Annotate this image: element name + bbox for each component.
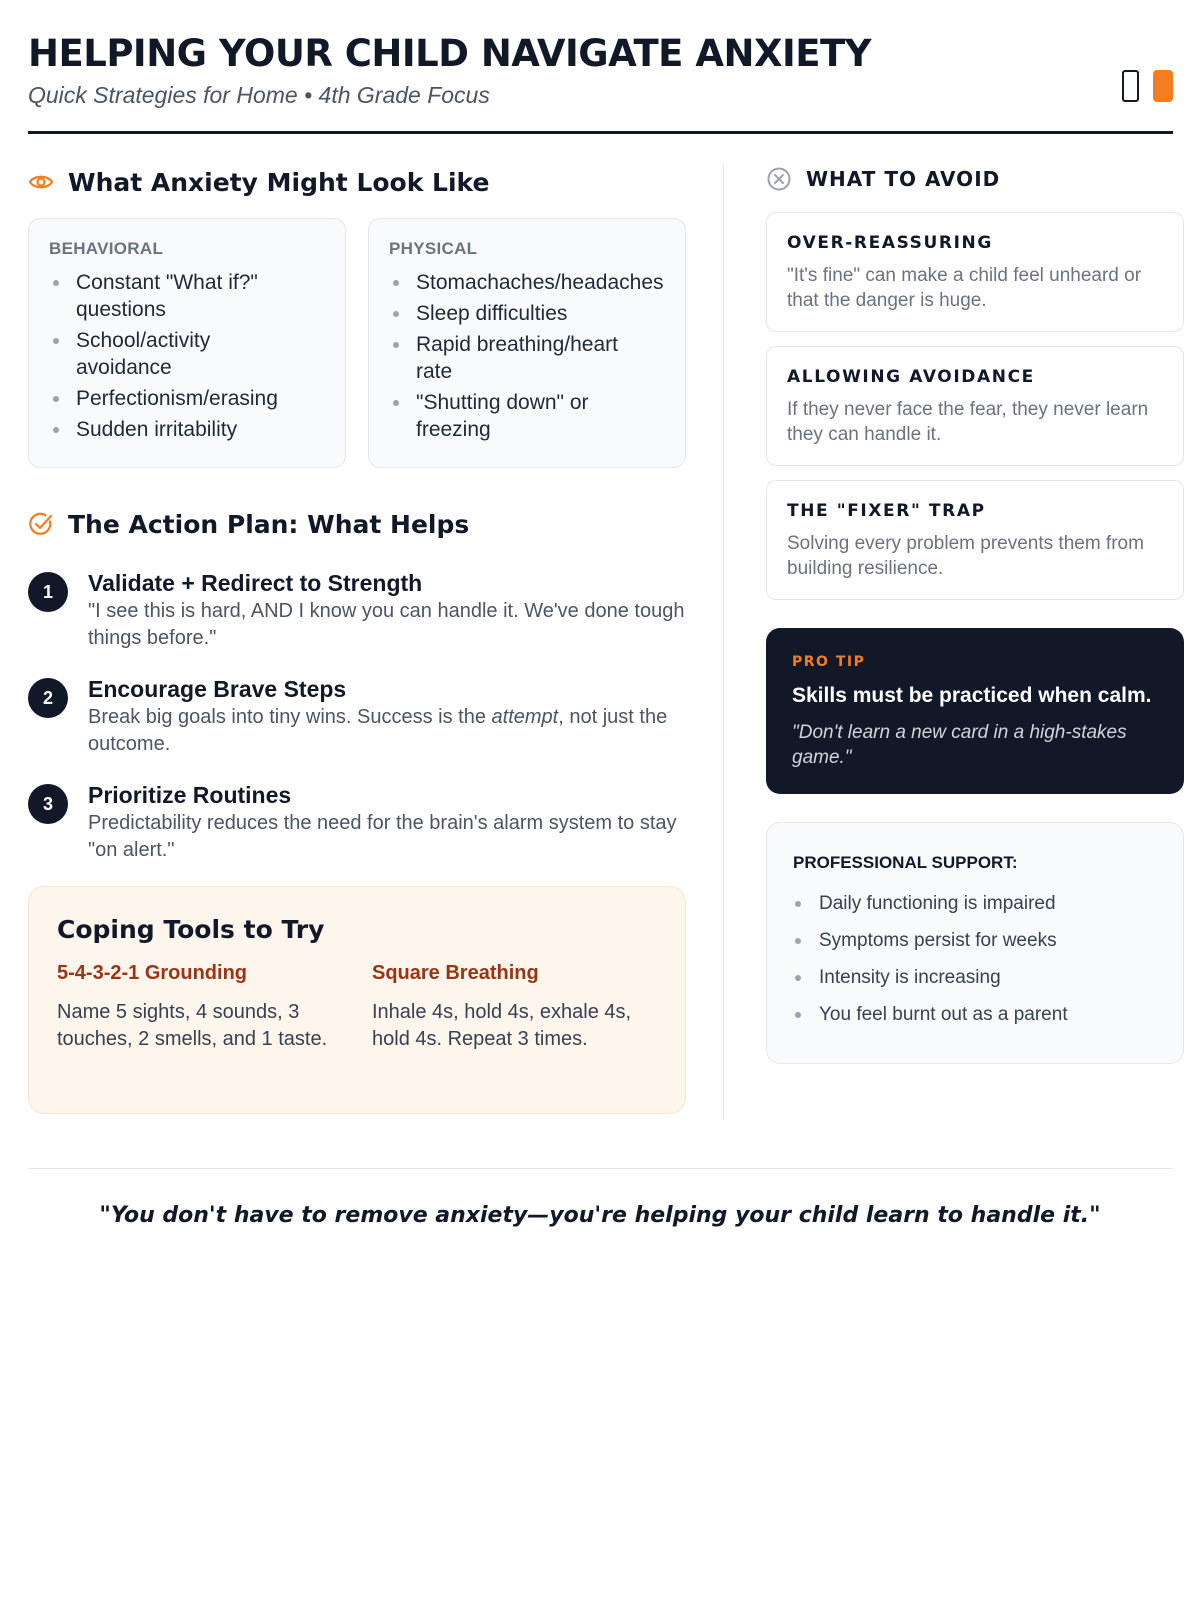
step-description: "I see this is hard, AND I know you can handle it. We've done tough things before.": [88, 600, 685, 649]
action-step: [28, 568, 686, 652]
step-number: 1: [28, 572, 68, 612]
look-section-header: [28, 158, 686, 206]
coping-title: Coping Tools to Try: [57, 915, 325, 944]
footer-quote: "You don't have to remove anxiety—you're helping your child learn to handle it.": [99, 1203, 1101, 1228]
action-step: [28, 780, 686, 864]
professional-support-box: [766, 822, 1184, 1064]
list-item: Sleep difficulties: [389, 300, 665, 327]
avoid-card-title: ALLOWING AVOIDANCE: [787, 367, 1035, 387]
coping-tool: [372, 962, 657, 1053]
footer-divider: [28, 1168, 1173, 1169]
list-item: You feel burnt out as a parent: [793, 1002, 1157, 1028]
pro-tip-quote: "Don't learn a new card in a high-stakes game.": [792, 722, 1127, 768]
physical-card: [368, 218, 686, 468]
check-circle-icon: [28, 511, 54, 537]
action-section-title: The Action Plan: What Helps: [68, 509, 470, 539]
support-list: [793, 891, 1157, 1028]
avoid-card: [766, 480, 1184, 600]
left-column: [28, 158, 686, 1114]
header-decoration: [1122, 70, 1173, 102]
physical-label: PHYSICAL: [389, 239, 478, 258]
look-section-title: What Anxiety Might Look Like: [68, 167, 490, 197]
pro-tip-text: Skills must be practiced when calm.: [792, 684, 1152, 707]
list-item: "Shutting down" or freezing: [389, 389, 665, 443]
step-description: Predictability reduces the need for the brain's alarm system to stay "on alert.": [88, 812, 677, 861]
list-item: Rapid breathing/heart rate: [389, 331, 665, 385]
filled-bar-icon: [1153, 70, 1173, 102]
list-item: Constant "What if?" questions: [49, 269, 325, 323]
list-item: Perfectionism/erasing: [49, 385, 325, 412]
step-title: Validate + Redirect to Strength: [88, 570, 423, 596]
avoid-card: [766, 212, 1184, 332]
coping-tool: [57, 962, 342, 1053]
coping-tool-name: Square Breathing: [372, 962, 539, 984]
page-subtitle: Quick Strategies for Home • 4th Grade Focus: [28, 82, 490, 108]
behavioral-card: [28, 218, 346, 468]
list-item: Symptoms persist for weeks: [793, 928, 1157, 954]
physical-list: [389, 269, 665, 443]
avoid-section-header: [766, 158, 1184, 200]
avoid-card-title: OVER-REASSURING: [787, 233, 993, 253]
x-circle-icon: [766, 166, 792, 192]
step-title: Prioritize Routines: [88, 782, 292, 808]
list-item: School/activity avoidance: [49, 327, 325, 381]
page-header: [28, 28, 1173, 134]
list-item: Stomachaches/headaches: [389, 269, 665, 296]
list-item: Daily functioning is impaired: [793, 891, 1157, 917]
support-title: PROFESSIONAL SUPPORT:: [793, 853, 1018, 872]
pro-tip-box: [766, 628, 1184, 794]
step-description: Break big goals into tiny wins. Success is the attempt, not just the outcome.: [88, 706, 668, 755]
action-step: [28, 674, 686, 758]
behavioral-label: BEHAVIORAL: [49, 239, 164, 258]
coping-tools-box: [28, 886, 686, 1114]
page-title: HELPING YOUR CHILD NAVIGATE ANXIETY: [28, 32, 872, 75]
look-cards: [28, 218, 686, 468]
list-item: Sudden irritability: [49, 416, 325, 443]
outline-bar-icon: [1122, 70, 1139, 102]
avoid-card-description: If they never face the fear, they never learn they can handle it.: [787, 399, 1149, 445]
avoid-card-description: Solving every problem prevents them from building resilience.: [787, 533, 1144, 579]
column-divider: [723, 164, 724, 1120]
step-number: 3: [28, 784, 68, 824]
coping-tool-description: Inhale 4s, hold 4s, exhale 4s, hold 4s. Repeat 3 times.: [372, 1001, 632, 1050]
eye-icon: [28, 169, 54, 195]
step-title: Encourage Brave Steps: [88, 676, 347, 702]
action-steps: [28, 568, 686, 864]
step-number: 2: [28, 678, 68, 718]
right-column: [766, 158, 1184, 1064]
action-section: [28, 500, 686, 864]
avoid-section-title: WHAT TO AVOID: [806, 167, 1001, 191]
avoid-card-description: "It's fine" can make a child feel unheard or that the danger is huge.: [787, 265, 1142, 311]
list-item: Intensity is increasing: [793, 965, 1157, 991]
coping-tools: [57, 962, 657, 1053]
action-section-header: [28, 500, 686, 548]
coping-tool-description: Name 5 sights, 4 sounds, 3 touches, 2 smells, and 1 taste.: [57, 1001, 328, 1050]
pro-tip-label: PRO TIP: [792, 654, 866, 670]
avoid-card: [766, 346, 1184, 466]
behavioral-list: [49, 269, 325, 443]
coping-tool-name: 5-4-3-2-1 Grounding: [57, 962, 248, 984]
avoid-card-title: THE "FIXER" TRAP: [787, 501, 986, 521]
